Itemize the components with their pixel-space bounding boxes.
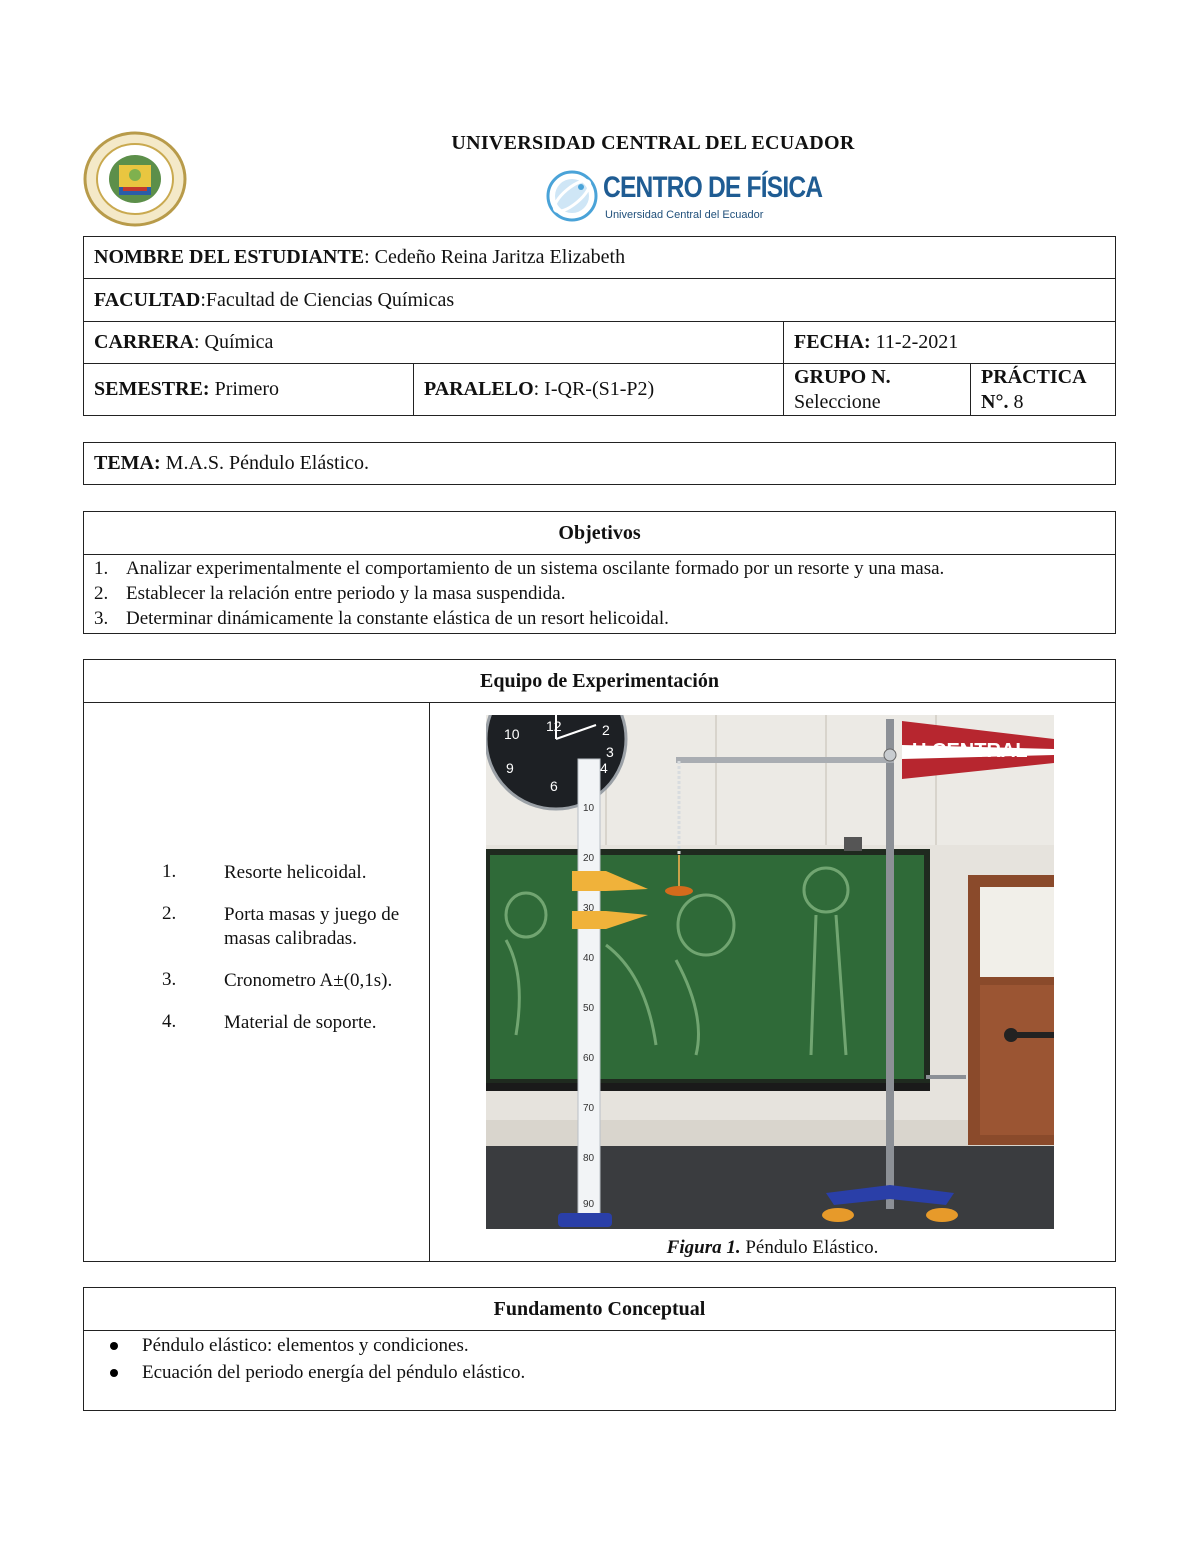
figure-label: Figura 1. [666, 1237, 741, 1258]
facultad-value: :Facultad de Ciencias Químicas [200, 288, 455, 311]
grupo-cell [784, 364, 971, 416]
list-item: 3. Determinar dinámicamente la constante elástica de un resort helicoidal. [94, 608, 669, 629]
semestre-label: SEMESTRE: [94, 378, 210, 400]
objetivos-title: Objetivos [84, 512, 1116, 555]
paralelo-cell [414, 364, 784, 416]
student-info-table [83, 236, 1116, 416]
fundamento-body [84, 1331, 1116, 1411]
atom-icon [545, 169, 601, 223]
practica-n-label: N°. [981, 390, 1009, 413]
pennant-text: U CENTRAL [912, 740, 1028, 762]
list-item: 3. Cronometro A±(0,1s). [162, 969, 393, 991]
ruler-tick: 60 [583, 1053, 595, 1064]
clock-number: 9 [506, 760, 514, 776]
carrera-cell [84, 322, 784, 364]
paralelo-label: PARALELO [424, 378, 534, 400]
fundamento-table [83, 1287, 1116, 1411]
equipo-list [162, 861, 424, 1053]
ruler-tick: 50 [583, 1003, 595, 1014]
pendulum-figure [486, 715, 1054, 1229]
list-item: Péndulo elástico: elementos y condiciones. [94, 1332, 1105, 1359]
objetivos-table [83, 511, 1116, 634]
facultad-label: FACULTAD [94, 288, 201, 311]
paralelo-value: : I-QR-(S1-P2) [533, 378, 655, 400]
grupo-select[interactable]: Seleccione [794, 390, 881, 413]
ruler-tick: 20 [583, 853, 595, 864]
ruler-tick: 70 [583, 1103, 595, 1114]
practica-label: PRÁCTICA [981, 365, 1087, 388]
carrera-label: CARRERA [94, 331, 194, 353]
nombre-value: : Cedeño Reina Jaritza Elizabeth [364, 246, 626, 268]
university-title: UNIVERSIDAD CENTRAL DEL ECUADOR [451, 132, 855, 154]
list-item: 2. Porta masas y juego de masas calibradas. [162, 903, 400, 949]
equipo-title: Equipo de Experimentación [84, 660, 1116, 703]
semestre-cell [84, 364, 414, 416]
tema-value: M.A.S. Péndulo Elástico. [160, 452, 370, 474]
figure-cell [430, 703, 1116, 1262]
practica-cell [971, 364, 1116, 416]
objetivos-body [84, 555, 1116, 634]
fecha-cell [784, 322, 1116, 364]
objetivos-list [94, 556, 1105, 631]
tema-cell [84, 443, 1116, 485]
fundamento-title: Fundamento Conceptual [84, 1288, 1116, 1331]
equipo-table [83, 659, 1116, 1262]
list-item: Ecuación del periodo energía del péndulo elástico. [94, 1359, 1105, 1386]
nombre-cell [84, 237, 1116, 279]
tema-label: TEMA: [94, 452, 161, 474]
ruler-tick: 30 [583, 903, 595, 914]
list-item: 1. Analizar experimentalmente el comportamiento de un sistema oscilante formado por un resorte y una masa. [94, 558, 945, 579]
clock-number: 10 [504, 726, 520, 742]
centro-subtitle: Universidad Central del Ecuador [605, 209, 764, 221]
clock-number: 12 [546, 718, 562, 734]
bullet-icon [110, 1369, 118, 1377]
ruler-tick: 80 [583, 1153, 595, 1164]
ruler-tick: 10 [583, 803, 595, 814]
fecha-value: 11-2-2021 [870, 331, 959, 353]
clock-number: 3 [606, 744, 614, 760]
ruler-tick: 40 [583, 953, 595, 964]
centro-brand: CENTRO DE FÍSICA [603, 171, 823, 204]
centro-fisica-logo [545, 167, 823, 225]
grupo-label: GRUPO N. [794, 365, 891, 388]
carrera-value: : Química [194, 331, 274, 353]
facultad-cell [84, 279, 1116, 322]
list-item: 1. Resorte helicoidal. [162, 861, 367, 883]
nombre-label: NOMBRE DEL ESTUDIANTE [94, 246, 365, 268]
semestre-value: Primero [209, 378, 280, 400]
clock-number: 2 [602, 722, 610, 738]
fundamento-list [94, 1332, 1105, 1386]
list-item: 2. Establecer la relación entre periodo y la masa suspendida. [94, 583, 566, 604]
clock-number: 4 [600, 760, 608, 776]
list-item: 4. Material de soporte. [162, 1011, 377, 1033]
practica-value: 8 [1008, 390, 1024, 413]
fecha-label: FECHA: [794, 331, 871, 353]
figure-caption [430, 1237, 1115, 1259]
figure-caption-text: Péndulo Elástico. [740, 1237, 879, 1258]
equipo-list-cell [84, 703, 430, 1262]
tema-table [83, 442, 1116, 485]
clock-number: 6 [550, 778, 558, 794]
bullet-icon [110, 1342, 118, 1350]
ruler-tick: 90 [583, 1199, 595, 1210]
